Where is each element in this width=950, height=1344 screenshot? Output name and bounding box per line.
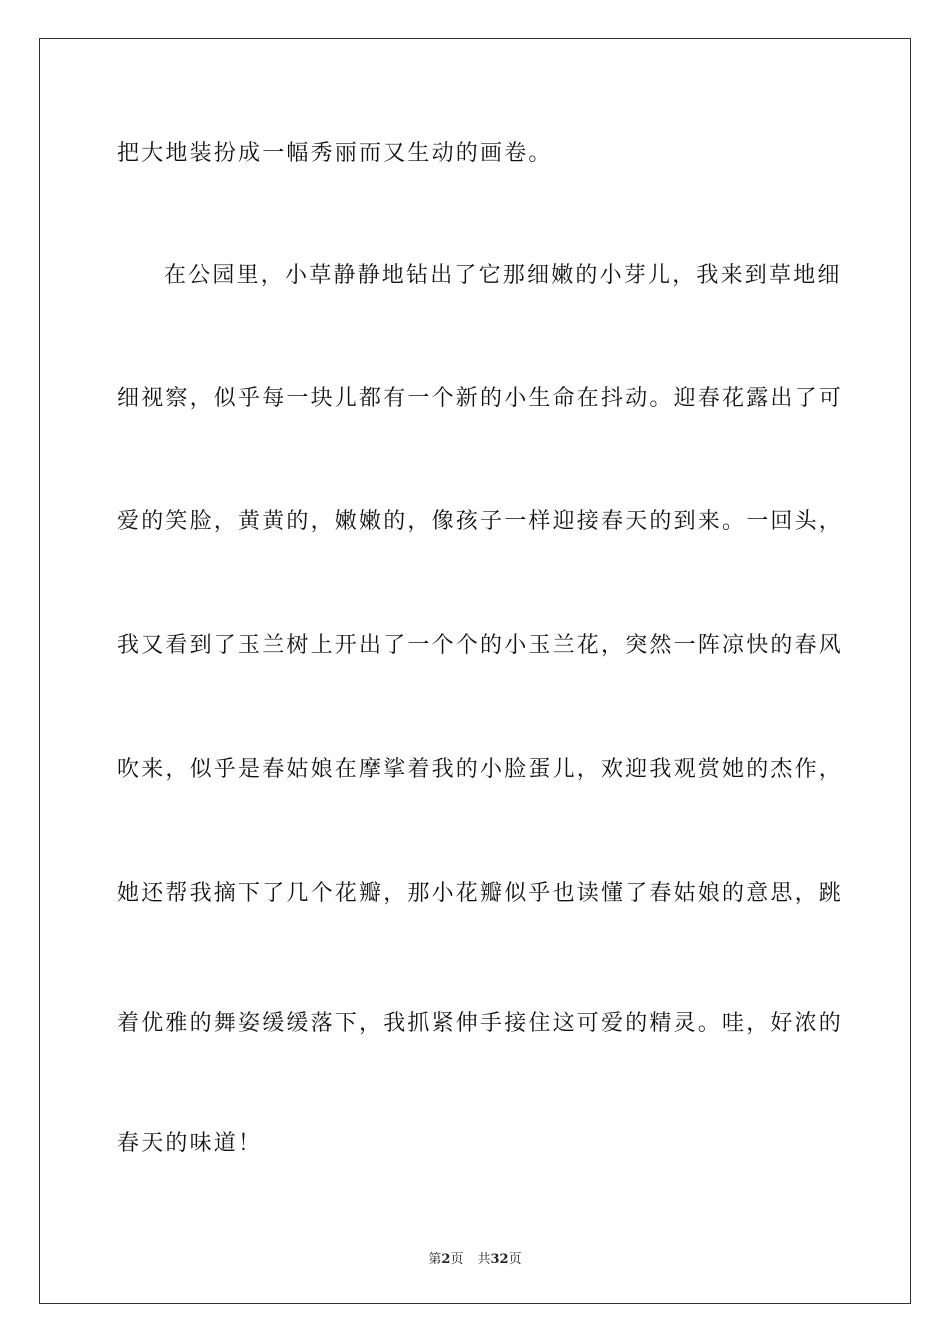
- page-suffix: 页: [450, 1252, 464, 1267]
- paragraph-first-line: 在公园里，小草静静地钻出了它那细嫩的小芽儿，我来到草地细: [164, 263, 842, 288]
- page-border: [39, 38, 911, 1304]
- text-line: 细视察，似乎每一块儿都有一个新的小生命在抖动。迎春花露出了可: [117, 386, 844, 411]
- page-footer: [0, 1248, 950, 1267]
- current-page-number: 2: [441, 1252, 451, 1267]
- text-line: 吹来，似乎是春姑娘在摩挲着我的小脸蛋儿，欢迎我观赏她的杰作，: [117, 757, 844, 782]
- page-prefix: 第: [428, 1252, 442, 1267]
- total-prefix: 共: [477, 1252, 491, 1267]
- text-line: 我又看到了玉兰树上开出了一个个的小玉兰花，突然一阵凉快的春风: [117, 633, 844, 658]
- text-line: 着优雅的舞姿缓缓落下，我抓紧伸手接住这可爱的精灵。哇，好浓的: [117, 1011, 844, 1036]
- text-line: 爱的笑脸，黄黄的，嫩嫩的，像孩子一样迎接春天的到来。一回头，: [117, 509, 844, 534]
- total-pages-number: 32: [490, 1252, 509, 1267]
- total-suffix: 页: [508, 1252, 522, 1267]
- text-line: 把大地装扮成一幅秀丽而又生动的画卷。: [117, 141, 553, 166]
- text-line: 春天的味道！: [117, 1131, 263, 1156]
- text-line: 她还帮我摘下了几个花瓣，那小花瓣似乎也读懂了春姑娘的意思，跳: [117, 881, 844, 906]
